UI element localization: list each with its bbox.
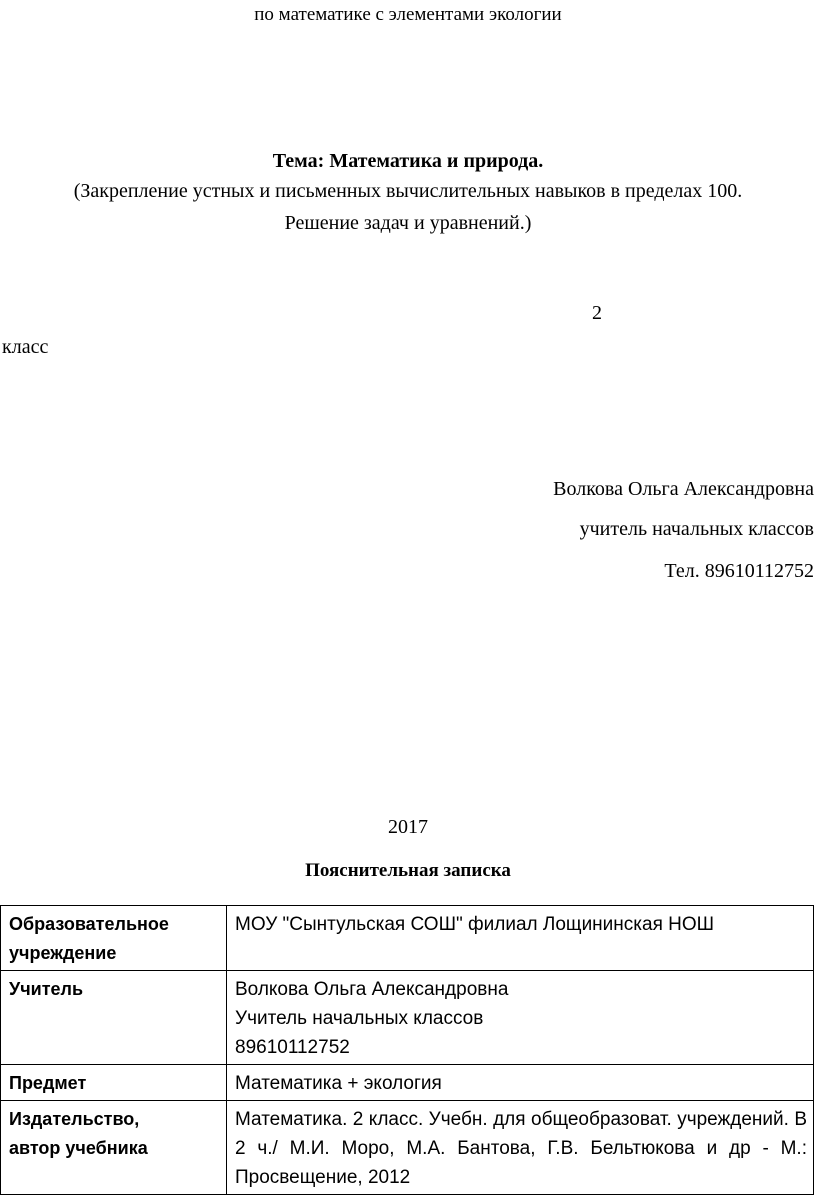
row-value-publisher: Математика. 2 класс. Учебн. для общеобразоват. учреждений. В 2 ч./ М.И. Моро, М.А. Бантова, Г.В. Бельтюкова и др - М.: Просвещение, 2012 bbox=[227, 1101, 814, 1195]
row-label-publisher bbox=[1, 1101, 227, 1195]
topic-description-line-2: Решение задач и уравнений.) bbox=[284, 212, 532, 234]
table-row bbox=[1, 971, 814, 1065]
row-label-institution: Образовательное учреждение bbox=[1, 906, 227, 971]
table-row bbox=[1, 906, 814, 971]
explanatory-note-heading: Пояснительная записка bbox=[305, 860, 511, 881]
teacher-phone: 89610112752 bbox=[235, 1037, 350, 1058]
row-value-teacher bbox=[227, 971, 814, 1065]
row-value-subject: Математика + экология bbox=[227, 1065, 814, 1101]
table-row bbox=[1, 1101, 814, 1195]
author-phone: Тел. 89610112752 bbox=[664, 560, 814, 582]
row-label-subject: Предмет bbox=[1, 1065, 227, 1101]
publisher-label-line-2: автор учебника bbox=[9, 1138, 148, 1158]
teacher-name: Волкова Ольга Александровна bbox=[235, 979, 509, 1000]
author-name: Волкова Ольга Александровна bbox=[553, 478, 814, 500]
row-value-institution: МОУ "Сынтульская СОШ" филиал Лощининская НОШ bbox=[227, 906, 814, 971]
info-table bbox=[0, 905, 814, 1195]
grade-number: 2 bbox=[592, 302, 602, 324]
document-year: 2017 bbox=[388, 816, 428, 838]
teacher-role: Учитель начальных классов bbox=[235, 1008, 484, 1029]
row-label-teacher: Учитель bbox=[1, 971, 227, 1065]
lesson-topic: Тема: Математика и природа. bbox=[272, 150, 544, 172]
grade-word: класс bbox=[2, 336, 49, 358]
document-subtitle: по математике с элементами экологии bbox=[254, 4, 562, 25]
topic-description-line-1: (Закрепление устных и письменных вычислительных навыков в пределах 100. bbox=[73, 180, 743, 202]
author-role: учитель начальных классов bbox=[579, 518, 814, 540]
publisher-label-line-1: Издательство, bbox=[9, 1109, 140, 1129]
table-row bbox=[1, 1065, 814, 1101]
